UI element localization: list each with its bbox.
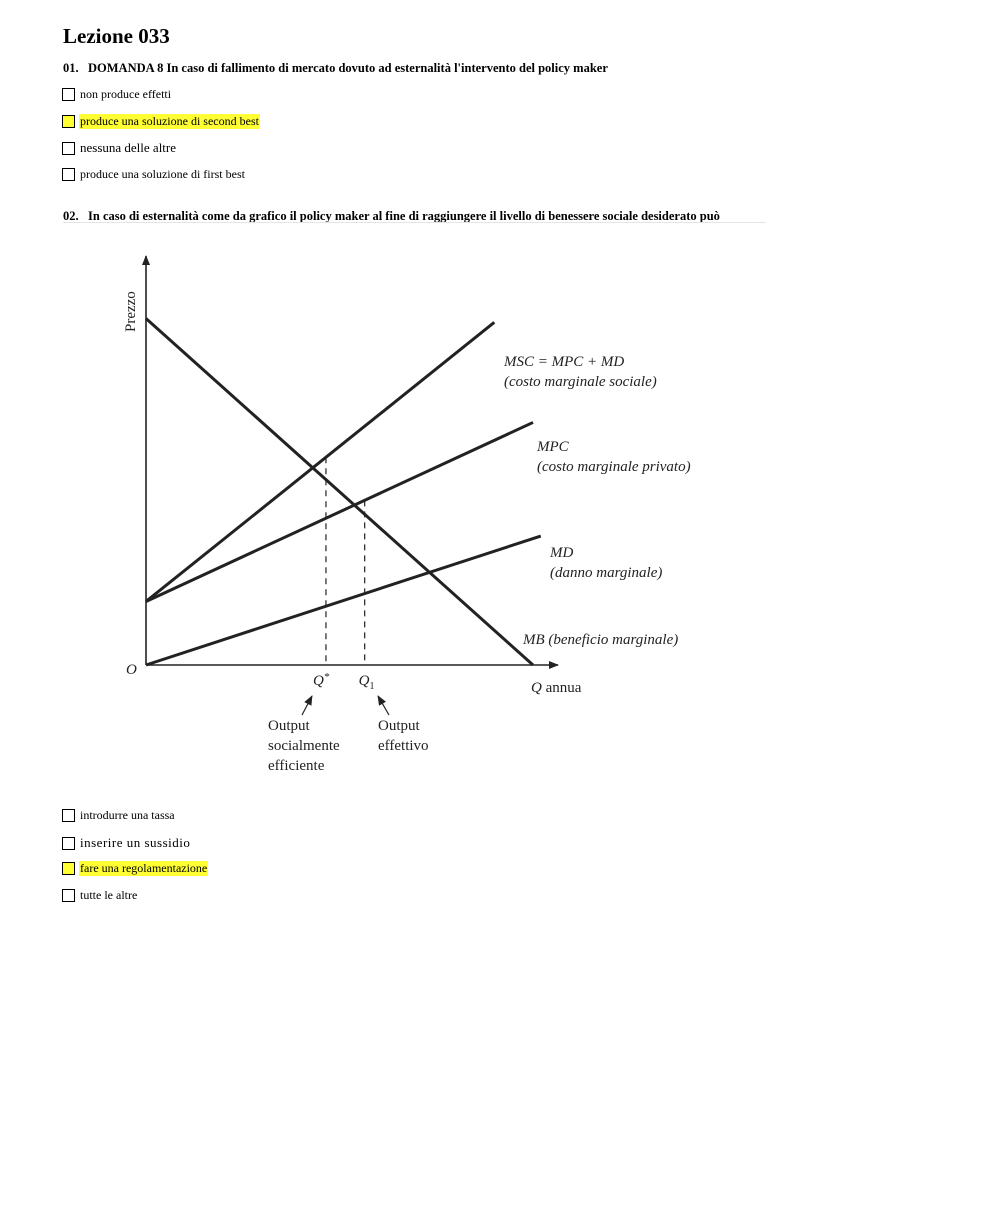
option-q2-3[interactable] <box>62 861 208 876</box>
checkbox[interactable] <box>62 837 75 850</box>
note-1-line-3: efficiente <box>268 758 325 774</box>
note-2-line-2: effettivo <box>378 738 429 754</box>
option-q1-1[interactable] <box>62 87 172 102</box>
mpc-label-desc: (costo marginale privato) <box>537 459 691 475</box>
question-text: In caso di esternalità come da grafico il policy maker al fine di raggiungere il livello di benessere sociale desiderato può <box>88 209 720 223</box>
msc-label-desc: (costo marginale sociale) <box>504 374 657 390</box>
option-label: produce una soluzione di first best <box>80 167 245 181</box>
origin-label: O <box>126 662 137 678</box>
question-number: 01. <box>63 61 79 75</box>
q-star-label: Q* <box>312 671 330 689</box>
q1-label: $Q_1$ <box>358 673 375 692</box>
mpc-label: MPC <box>537 439 569 455</box>
msc-label: MSC = MPC + MD <box>504 354 625 370</box>
page-title: Lezione 033 <box>63 24 170 48</box>
note-2-line-1: Output <box>378 718 420 734</box>
mpc-line <box>146 422 533 601</box>
option-q1-2[interactable] <box>62 114 260 129</box>
arrow-q1 <box>378 696 389 715</box>
option-q1-3[interactable] <box>62 140 177 156</box>
option-q2-1[interactable] <box>62 808 176 823</box>
option-label: inserire un sussidio <box>80 835 191 850</box>
question-1 <box>63 61 608 76</box>
mb-label: MB (beneficio marginale) <box>523 632 679 648</box>
question-text: DOMANDA 8 In caso di fallimento di mercato dovuto ad esternalità l'intervento del policy maker <box>88 61 608 75</box>
question-number: 02. <box>63 209 79 223</box>
checkbox[interactable] <box>62 862 75 875</box>
md-label-desc: (danno marginale) <box>550 565 663 581</box>
option-label: produce una soluzione di second best <box>80 114 259 128</box>
option-q1-4[interactable] <box>62 167 246 182</box>
checkbox[interactable] <box>62 168 75 181</box>
externality-chart <box>100 240 740 785</box>
x-axis-label: Q annua <box>531 680 582 696</box>
md-label: MD <box>550 545 574 561</box>
checkbox[interactable] <box>62 809 75 822</box>
option-q2-4[interactable] <box>62 888 138 903</box>
divider <box>63 222 766 223</box>
note-1-line-1: Output <box>268 718 310 734</box>
note-1-line-2: socialmente <box>268 738 340 754</box>
checkbox[interactable] <box>62 889 75 902</box>
option-q2-2[interactable] <box>62 835 191 851</box>
option-label: tutte le altre <box>80 888 138 902</box>
option-label: non produce effetti <box>80 87 172 101</box>
checkbox[interactable] <box>62 88 75 101</box>
mb-line <box>146 319 533 666</box>
option-label: introdurre una tassa <box>80 808 175 822</box>
y-axis-label: Prezzo <box>123 291 139 332</box>
option-label: nessuna delle altre <box>80 140 177 155</box>
checkbox[interactable] <box>62 142 75 155</box>
checkbox[interactable] <box>62 115 75 128</box>
arrow-q-star <box>302 696 312 715</box>
option-label: fare una regolamentazione <box>80 861 208 875</box>
